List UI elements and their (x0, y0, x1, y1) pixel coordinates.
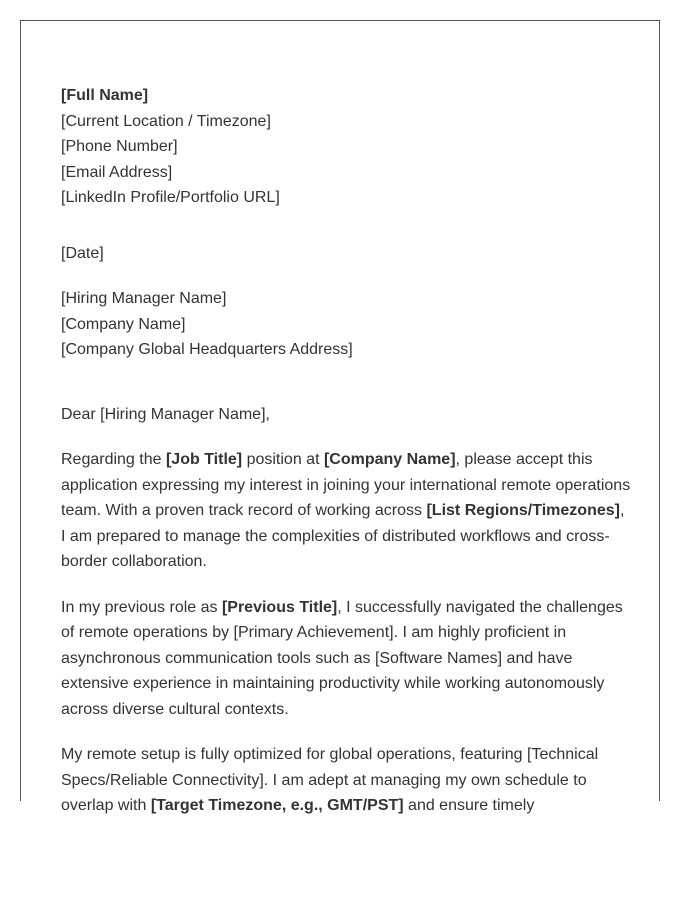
p3-text-1: My remote setup is fully optimized for global operations, featuring [Technical Specs/Reliable Connectivity]. I am adept at managing my own schedule to overlap with (61, 746, 599, 814)
letter-date: [Date] (61, 244, 104, 262)
paragraph-3 (61, 742, 631, 819)
p2-text-2: , I successfully navigated the challenges of remote operations by [Primary Achievement]. I am highly proficient in asynchronous communication tools such as [Software Names] and have extensive experience in maintaining productivity while working autonomously across diverse cultural contexts. (61, 598, 623, 718)
p1-text-4: , I am prepared to manage the complexities of distributed workflows and cross-border collaboration. (61, 502, 625, 570)
sender-email: [Email Address] (61, 163, 173, 181)
sender-block (61, 83, 631, 211)
p1-regions: [List Regions/Timezones] (426, 502, 620, 519)
sender-linkedin: [LinkedIn Profile/Portfolio URL] (61, 189, 280, 206)
sender-full-name: [Full Name] (61, 87, 149, 104)
recipient-block (61, 286, 631, 363)
salutation: Dear [Hiring Manager Name], (61, 405, 270, 423)
letter-body (61, 83, 631, 839)
p3-text-2: and ensure timely (403, 797, 535, 814)
p1-text-3: , please accept this application expressing my interest in joining your international remote operations team. With a proven track record of working across (61, 451, 631, 519)
p2-text-1: In my previous role as (61, 598, 222, 616)
p1-text-2: position at (242, 451, 324, 468)
paragraph-1 (61, 447, 631, 575)
p1-text-1: Regarding the (61, 451, 166, 468)
letter-page (20, 20, 660, 814)
p1-job-title: [Job Title] (165, 451, 243, 468)
recipient-manager: [Hiring Manager Name] (61, 290, 227, 307)
p2-previous-title: [Previous Title] (221, 598, 338, 616)
sender-location: [Current Location / Timezone] (61, 112, 271, 130)
recipient-address: [Company Global Headquarters Address] (61, 341, 353, 358)
sender-phone: [Phone Number] (61, 138, 178, 155)
p3-target-timezone: [Target Timezone, e.g., GMT/PST] (150, 797, 404, 814)
p1-company-name: [Company Name] (323, 451, 456, 468)
paragraph-2 (61, 595, 631, 723)
recipient-company: [Company Name] (61, 315, 186, 333)
